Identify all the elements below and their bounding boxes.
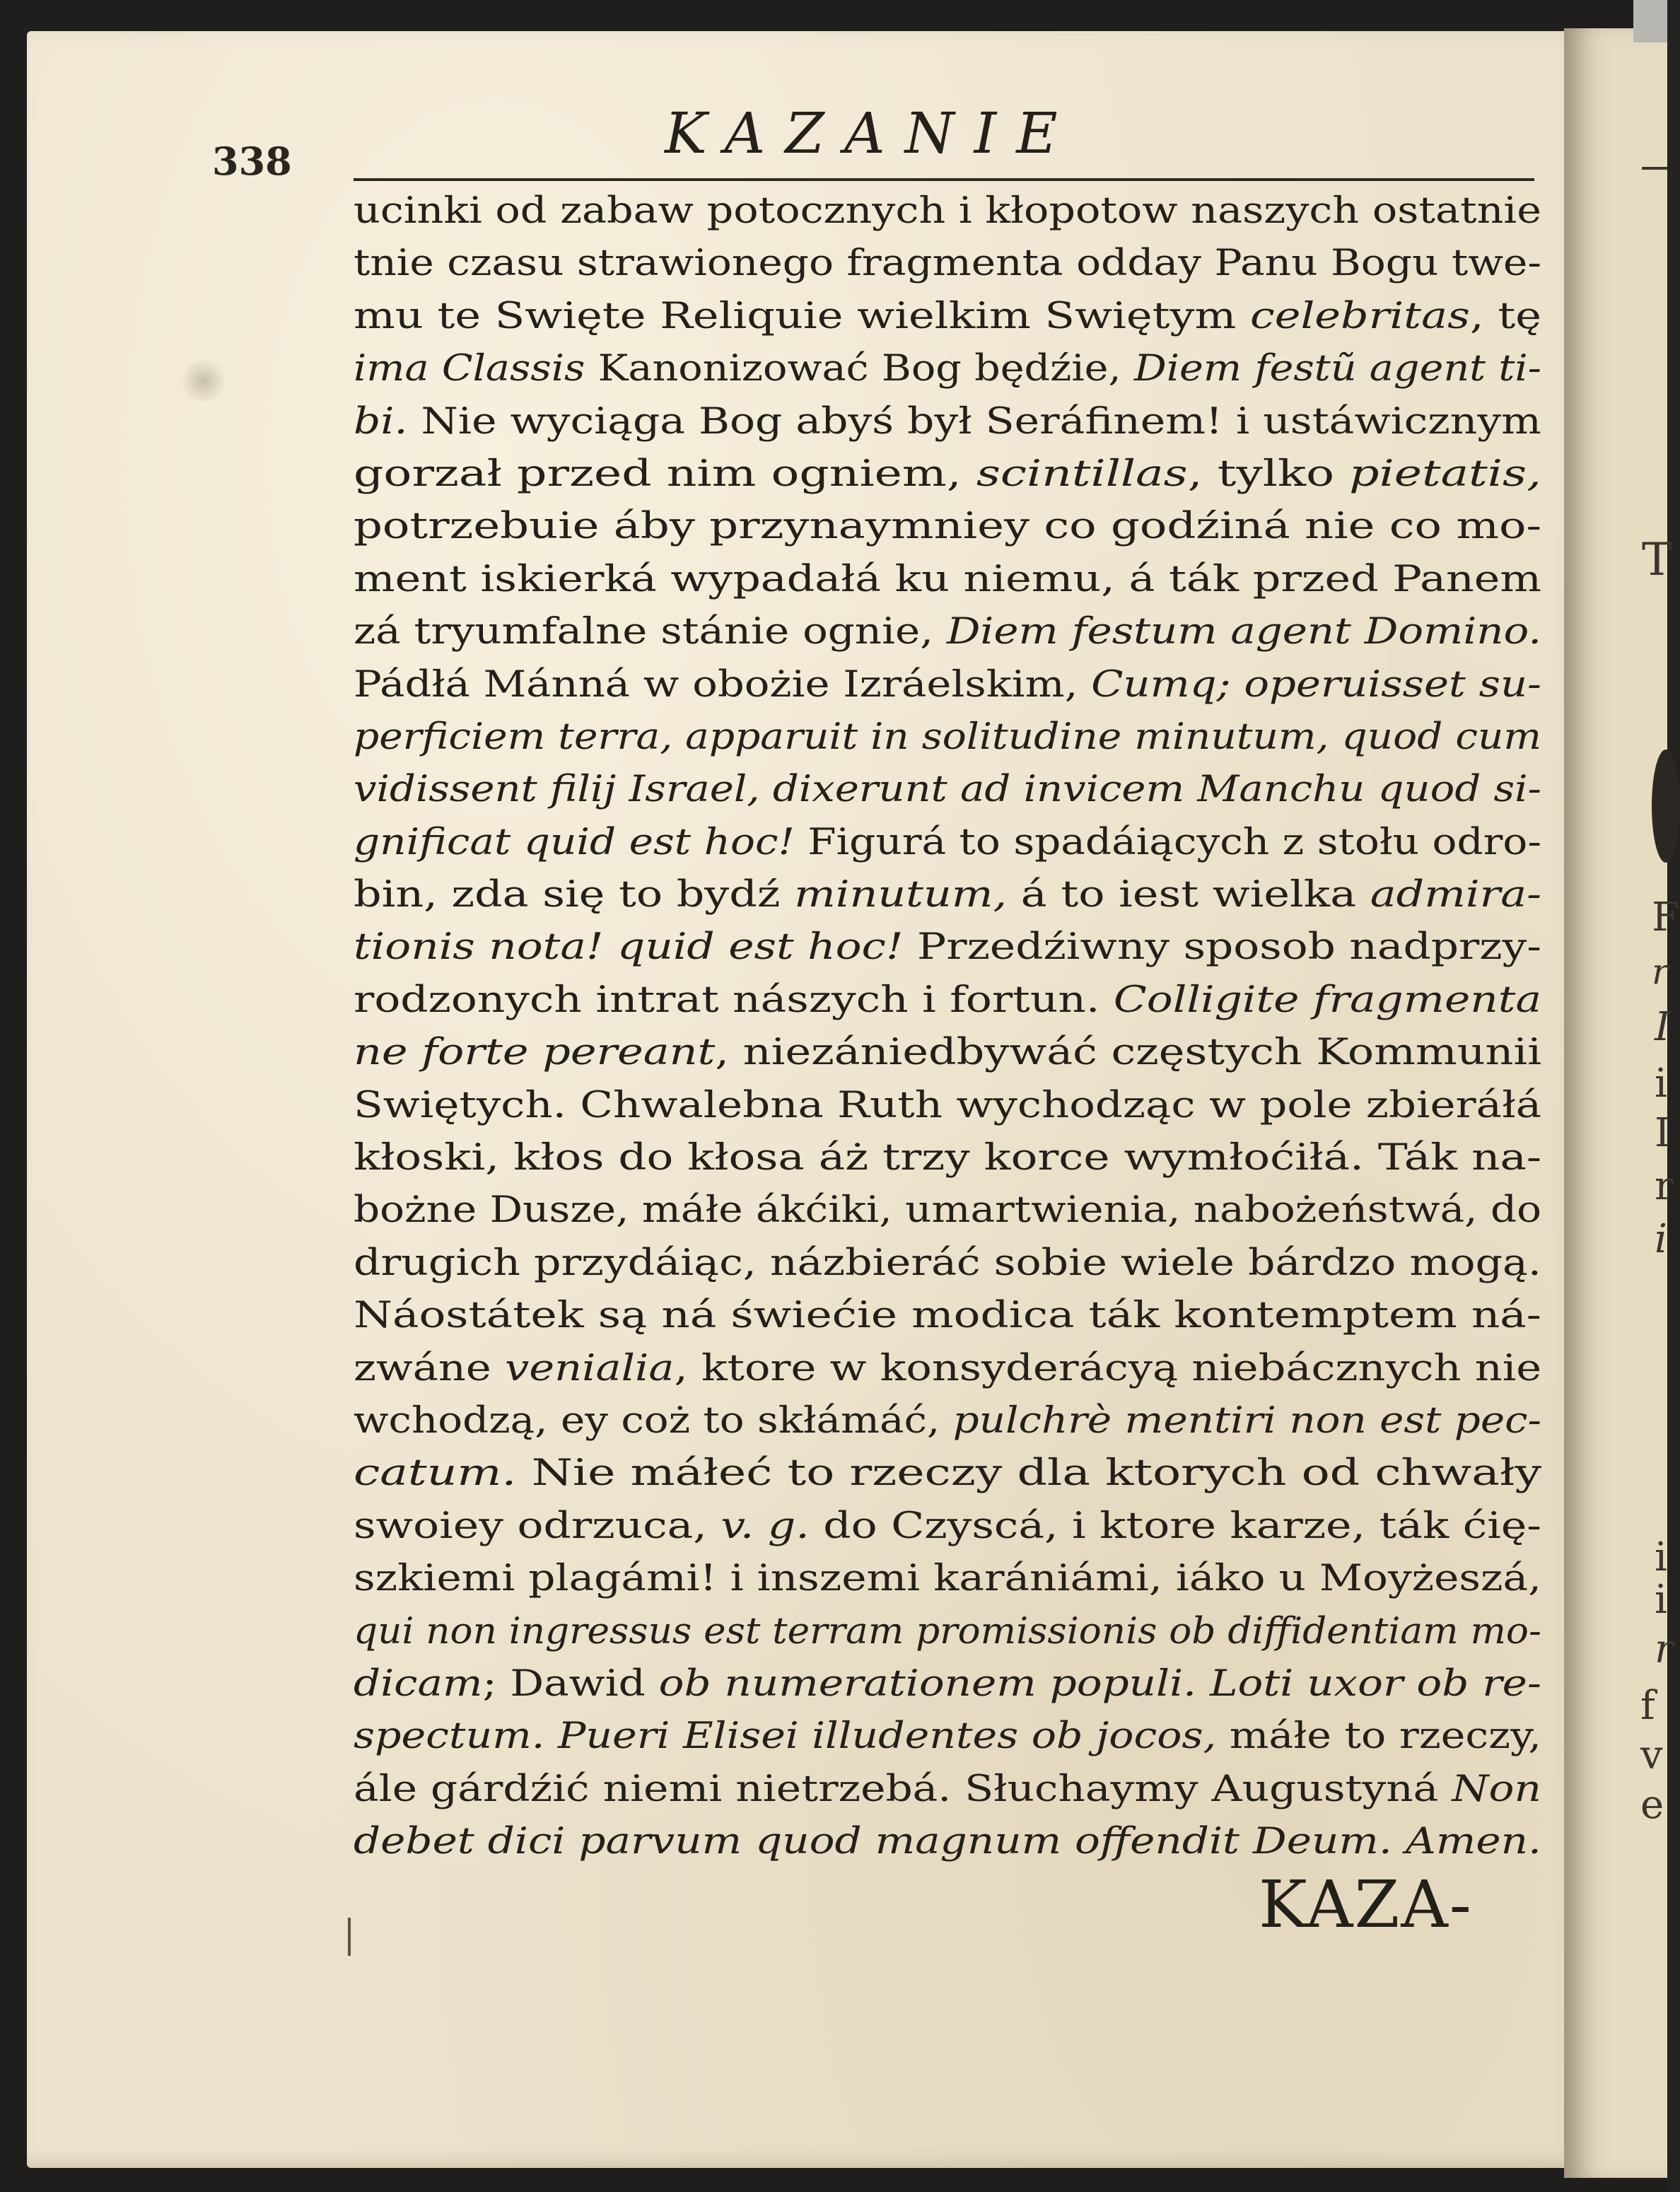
text-line xyxy=(354,238,1541,290)
polish-text-run: Nie wyciąga Bog abyś był Seráfinem! i ustáwicznym xyxy=(407,400,1541,443)
latin-italic-run: catum. xyxy=(354,1452,517,1495)
polish-text-run: szkiemi plagámi! i inszemi karániámi, iáko u Moyżeszá, xyxy=(354,1558,1542,1600)
latin-italic-run: dicam xyxy=(354,1662,483,1705)
page-corner xyxy=(1633,0,1667,42)
text-line xyxy=(354,1080,1541,1132)
text-line xyxy=(354,711,1541,764)
ink-smudge xyxy=(179,360,228,402)
polish-text-run: swoiey odrzuca, xyxy=(354,1505,721,1547)
polish-text-run: gorzał przed nim ogniem, xyxy=(354,453,976,495)
text-line xyxy=(354,1027,1541,1079)
body-text xyxy=(354,185,1541,1869)
text-line xyxy=(354,869,1541,921)
polish-text-run: mu te Swięte Reliquie wielkim Swiętym xyxy=(354,295,1251,337)
polish-text-run: , ktore w konsyderácyą niebácznych nie xyxy=(674,1347,1542,1389)
text-line xyxy=(354,817,1541,869)
next-page-fragment: i xyxy=(1655,1534,1667,1580)
latin-italic-run: debet dici parvum quod magnum offendit Deum. Amen. xyxy=(354,1821,1541,1863)
latin-italic-run: admira- xyxy=(1370,874,1542,916)
latin-italic-run: perficiem terra, apparuit in solitudine minutum, quod cum xyxy=(354,716,1542,758)
polish-text-run: Przedźiwny sposob nadprzy- xyxy=(903,926,1541,969)
polish-text-run: kłoski, kłos do kłosa áż trzy korce wymłoćiłá. Ták na- xyxy=(354,1137,1542,1179)
next-page-fragment: i xyxy=(1655,1216,1667,1262)
latin-italic-run: vidissent filij Israel, dixerunt ad invicem Manchu quod si- xyxy=(354,769,1541,811)
text-line xyxy=(354,1816,1541,1868)
next-page-fragment: r xyxy=(1652,951,1669,992)
latin-italic-run: Diem festũ agent ti- xyxy=(1133,348,1541,390)
next-page-fragment: i xyxy=(1655,1061,1667,1107)
latin-italic-run: bi. xyxy=(354,400,408,443)
catchword: KAZA- xyxy=(1259,1867,1473,1942)
polish-text-run: do Czyscá, i ktore karze, ták ćię- xyxy=(809,1505,1542,1547)
margin-mark xyxy=(348,1918,351,1956)
polish-text-run: ále gárdźić niemi nietrzebá. Słuchaymy Augustyná xyxy=(354,1768,1452,1810)
polish-text-run: , tę xyxy=(1469,295,1541,337)
polish-text-run: Swiętych. Chwalebna Ruth wychodząc w pole zbieráłá xyxy=(354,1084,1542,1126)
text-line xyxy=(354,1658,1541,1710)
text-line xyxy=(354,396,1541,448)
text-line xyxy=(354,554,1541,606)
polish-text-run: tnie czasu strawionego fragmenta odday Panu Bogu twe- xyxy=(354,243,1542,285)
text-line xyxy=(354,1237,1541,1290)
running-head: KAZANIE xyxy=(665,100,1078,166)
polish-text-run: drugich przydáiąc, názbieráć sobie wiele bárdzo mogą. xyxy=(354,1242,1541,1284)
text-line xyxy=(354,1343,1541,1395)
text-line xyxy=(354,974,1541,1027)
latin-italic-run: minutum, xyxy=(794,874,1008,916)
text-line xyxy=(354,185,1541,238)
latin-italic-run: ob numerationem populi. Loti uxor ob re- xyxy=(658,1662,1542,1705)
text-line xyxy=(354,1763,1541,1816)
page-number: 338 xyxy=(212,139,292,184)
polish-text-run: bożne Dusze, máłe ákćiki, umartwienia, nabożeństwá, do xyxy=(354,1189,1542,1232)
polish-text-run: máłe to rzeczy, xyxy=(1216,1715,1541,1758)
text-line xyxy=(354,1395,1541,1447)
latin-italic-run: ima Classis xyxy=(354,348,585,390)
text-line xyxy=(354,1553,1541,1605)
latin-italic-run: pulchrè mentiri non est pec- xyxy=(952,1399,1542,1442)
text-line xyxy=(354,1184,1541,1237)
text-line xyxy=(354,659,1541,711)
text-line xyxy=(354,921,1541,974)
next-page-fragment: i xyxy=(1655,1577,1667,1623)
latin-italic-run: qui non ingressus est terram promissionis ob diffidentiam mo- xyxy=(354,1610,1541,1652)
polish-text-run: Nie máłeć to rzeczy dla ktorych od chwały xyxy=(516,1452,1542,1495)
latin-italic-run: Cumq; operuisset su- xyxy=(1091,663,1542,706)
text-line xyxy=(354,448,1541,501)
polish-text-run: ucinki od zabaw potocznych i kłopotow naszych ostatnie xyxy=(354,190,1541,232)
header-rule xyxy=(354,178,1534,181)
polish-text-run: Kanonizować Bog będźie, xyxy=(585,348,1134,390)
polish-text-run: , tylko xyxy=(1187,453,1350,495)
polish-text-run: Pádłá Mánná w obożie Izráelskim, xyxy=(354,663,1092,706)
next-page-fragment: T xyxy=(1642,534,1672,586)
ink-blot xyxy=(1652,750,1680,863)
polish-text-run: zwáne xyxy=(354,1347,506,1389)
polish-text-run: bin, zda się to bydź xyxy=(354,874,795,916)
latin-italic-run: tionis nota! quid est hoc! xyxy=(354,926,904,969)
latin-italic-run: scintillas xyxy=(976,453,1188,495)
latin-italic-run: gnificat quid est hoc! xyxy=(354,821,795,863)
next-page-fragment: r xyxy=(1655,1626,1674,1672)
next-page-fragment: e xyxy=(1640,1782,1664,1828)
polish-text-run: wchodzą, ey coż to skłámáć, xyxy=(354,1399,953,1442)
polish-text-run: Náostátek są ná świećie modica ták kontemptem ná- xyxy=(354,1295,1542,1337)
next-page-fragment: r xyxy=(1655,1163,1674,1209)
next-page-fragment: I xyxy=(1655,1110,1671,1156)
latin-italic-run: pietatis, xyxy=(1349,453,1542,495)
text-line xyxy=(354,606,1541,658)
next-page-fragment: F xyxy=(1652,894,1679,940)
next-page-fragment: v xyxy=(1640,1732,1663,1778)
latin-italic-run: Non xyxy=(1452,1768,1541,1810)
next-page-fragment: I xyxy=(1655,1004,1671,1050)
text-line xyxy=(354,343,1541,395)
polish-text-run: á to iest wielka xyxy=(1007,874,1370,916)
text-line xyxy=(354,501,1541,553)
text-line xyxy=(354,764,1541,816)
polish-text-run: potrzebuie áby przynaymniey co godźiná nie co mo- xyxy=(354,506,1542,548)
polish-text-run: ment iskierká wypadałá ku niemu, á ták przed Panem xyxy=(354,558,1542,600)
polish-text-run: rodzonych intrat nászych i fortun. xyxy=(354,979,1114,1021)
latin-italic-run: Diem festum agent Domino. xyxy=(946,611,1542,653)
polish-text-run: , niezániedbywáć częstych Kommunii xyxy=(715,1032,1542,1074)
polish-text-run: zá tryumfalne stánie ognie, xyxy=(354,611,947,653)
next-page-rule xyxy=(1642,167,1667,170)
text-line xyxy=(354,1132,1541,1184)
polish-text-run: Figurá to spadáiących z stołu odro- xyxy=(794,821,1541,863)
latin-italic-run: spectum. Pueri Elisei illudentes ob jocos, xyxy=(354,1715,1217,1758)
right-page-edge xyxy=(1564,28,1667,2178)
latin-italic-run: celebritas xyxy=(1250,295,1470,337)
text-line xyxy=(354,1447,1541,1500)
polish-text-run: ; Dawid xyxy=(482,1662,659,1705)
text-line xyxy=(354,291,1541,343)
text-line xyxy=(354,1710,1541,1763)
latin-italic-run: ne forte pereant xyxy=(354,1032,716,1074)
latin-italic-run: v. g. xyxy=(721,1505,810,1547)
text-line xyxy=(354,1500,1541,1553)
latin-italic-run: venialia xyxy=(505,1347,675,1389)
next-page-fragment: f xyxy=(1640,1683,1655,1729)
text-line xyxy=(354,1290,1541,1342)
text-line xyxy=(354,1606,1541,1658)
latin-italic-run: Colligite fragmenta xyxy=(1113,979,1542,1021)
